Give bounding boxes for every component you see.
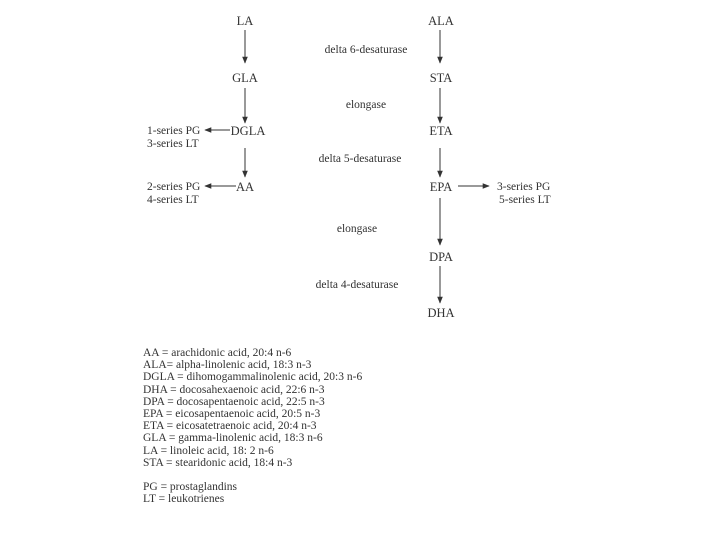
enzyme-delta4-desaturase: delta 4-desaturase	[315, 279, 399, 291]
legend-item: GLA = gamma-linolenic acid, 18:3 n-6	[143, 432, 323, 445]
node-dpa: DPA	[429, 250, 453, 264]
product-epa-pg: 3-series PG	[497, 181, 551, 193]
node-gla: GLA	[232, 71, 258, 85]
legend-item: LA = linoleic acid, 18: 2 n-6	[143, 444, 274, 457]
legend-item: DHA = docosahexaenoic acid, 22:6 n-3	[143, 383, 325, 396]
node-dgla: DGLA	[230, 124, 266, 138]
node-aa: AA	[235, 180, 255, 194]
node-sta: STA	[429, 71, 453, 85]
legend-item: AA = arachidonic acid, 20:4 n-6	[143, 347, 292, 359]
legend-item: EPA = eicosapentaenoic acid, 20:5 n-3	[143, 408, 321, 421]
enzyme-elongase-1: elongase	[345, 99, 387, 111]
legend-item: ETA = eicosatetraenoic acid, 20:4 n-3	[143, 420, 317, 433]
legend-item: DPA = docosapentaenoic acid, 22:5 n-3	[143, 395, 325, 408]
node-ala: ALA	[428, 14, 454, 28]
node-eta: ETA	[429, 124, 453, 138]
product-epa-lt: 5-series LT	[499, 194, 551, 206]
node-epa: EPA	[429, 180, 453, 194]
enzyme-delta6-desaturase: delta 6-desaturase	[324, 44, 408, 56]
legend-spacer	[143, 469, 443, 481]
legend-item: STA = stearidonic acid, 18:4 n-3	[143, 456, 293, 469]
enzyme-elongase-2: elongase	[336, 223, 378, 235]
legend-item-pg: PG = prostaglandins	[143, 481, 238, 494]
enzyme-delta5-desaturase: delta 5-desaturase	[318, 153, 402, 165]
product-aa-pg: 2-series PG	[147, 181, 201, 193]
node-dha: DHA	[427, 306, 455, 320]
legend-item: DGLA = dihomogammalinolenic acid, 20:3 n-6	[143, 371, 363, 384]
product-aa-lt: 4-series LT	[147, 194, 199, 206]
product-dgla-pg: 1-series PG	[147, 125, 201, 137]
node-la: LA	[236, 14, 254, 28]
legend-item: ALA= alpha-linolenic acid, 18:3 n-3	[143, 359, 312, 372]
abbreviation-legend	[143, 347, 443, 505]
product-dgla-lt: 3-series LT	[147, 138, 199, 150]
legend-item-lt: LT = leukotrienes	[143, 493, 225, 506]
